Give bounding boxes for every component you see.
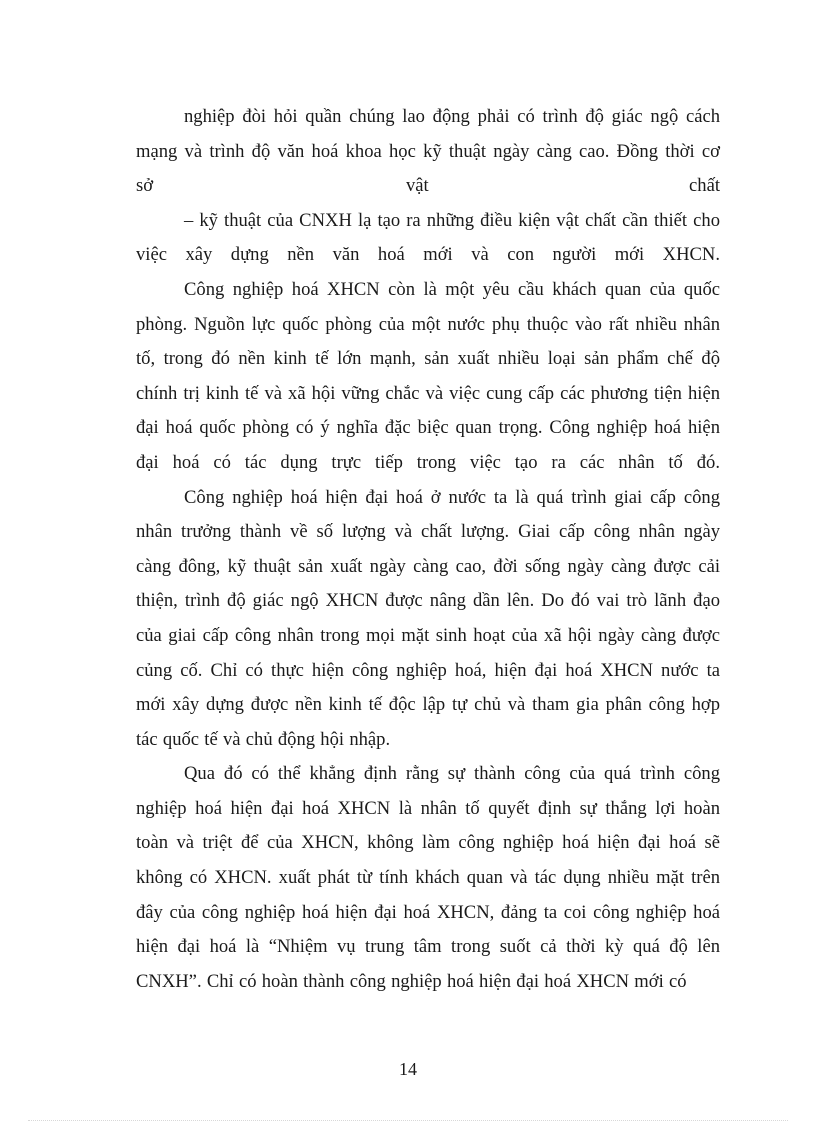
text-line: đây của công nghiệp hoá hiện đại hoá XHCN, đảng ta coi công nghiệp hoá [136, 901, 720, 923]
footer-divider [28, 1120, 788, 1121]
text-line: hiện đại hoá là “Nhiệm vụ trung tâm trong suốt cả thời kỳ quá độ lên [136, 936, 720, 958]
paragraph-4 [136, 481, 720, 758]
text-line: tố, trong đó nền kinh tế lớn mạnh, sản xuất nhiều loại sản phẩm chế độ [136, 348, 720, 370]
text-line: thiện, trình độ giác ngộ XHCN được nâng dần lên. Do đó vai trò lãnh đạo [136, 590, 720, 612]
text-line: Công nghiệp hoá hiện đại hoá ở nước ta là quá trình giai cấp công [184, 486, 720, 508]
text-line: tác quốc tế và chủ động hội nhập. [136, 728, 391, 750]
text-line: – kỹ thuật của CNXH lạ tạo ra những điều kiện vật chất cần thiết cho [184, 209, 720, 231]
text-word: chất [689, 175, 720, 197]
text-line: phòng. Nguồn lực quốc phòng của một nước phụ thuộc vào rất nhiều nhân [136, 313, 720, 335]
paragraph-1 [136, 100, 720, 204]
text-line: mạng và trình độ văn hoá khoa học kỹ thuật ngày càng cao. Đồng thời cơ [136, 140, 720, 162]
paragraph-5 [136, 757, 720, 999]
text-line: đại hoá quốc phòng có ý nghĩa đặc biệc quan trọng. Công nghiệp hoá hiện [136, 417, 720, 439]
text-line [136, 169, 720, 204]
text-line: củng cố. Chỉ có thực hiện công nghiệp hoá, hiện đại hoá XHCN nước ta [136, 659, 720, 681]
text-line: nghiệp hoá hiện đại hoá XHCN là nhân tố quyết định sự thắng lợi hoàn [136, 797, 720, 819]
text-line: Công nghiệp hoá XHCN còn là một yêu cầu khách quan của quốc [184, 278, 720, 300]
text-word: vật [406, 175, 429, 197]
text-line: càng đông, kỹ thuật sản xuất ngày càng cao, đời sống ngày càng được cải [136, 555, 720, 577]
page-number: 14 [399, 1059, 417, 1079]
text-line: việc xây dựng nền văn hoá mới và con người mới XHCN. [136, 244, 720, 266]
text-line: của giai cấp công nhân trong mọi mặt sinh hoạt của xã hội ngày càng được [136, 624, 720, 646]
paragraph-2 [136, 204, 720, 273]
text-line: không có XHCN. xuất phát từ tính khách quan và tác dụng nhiều mặt trên [136, 867, 720, 889]
text-line: CNXH”. Chỉ có hoàn thành công nghiệp hoá hiện đại hoá XHCN mới có [136, 970, 687, 992]
text-line: đại hoá có tác dụng trực tiếp trong việc tạo ra các nhân tố đó. [136, 451, 720, 473]
paragraph-3 [136, 273, 720, 481]
text-line: nhân trưởng thành về số lượng và chất lượng. Giai cấp công nhân ngày [136, 521, 720, 543]
text-line: toàn và triệt để của XHCN, không làm công nghiệp hoá hiện đại hoá sẽ [136, 832, 720, 854]
text-line: chính trị kinh tế và xã hội vững chắc và việc cung cấp các phương tiện hiện [136, 382, 720, 404]
text-line: Qua đó có thể khẳng định rằng sự thành công của quá trình công [184, 763, 720, 785]
body-text [136, 100, 720, 999]
text-line: mới xây dựng được nền kinh tế độc lập tự chủ và tham gia phân công hợp [136, 694, 720, 716]
text-line: nghiệp đòi hỏi quần chúng lao động phải có trình độ giác ngộ cách [184, 106, 720, 127]
text-word: sở [136, 175, 154, 197]
